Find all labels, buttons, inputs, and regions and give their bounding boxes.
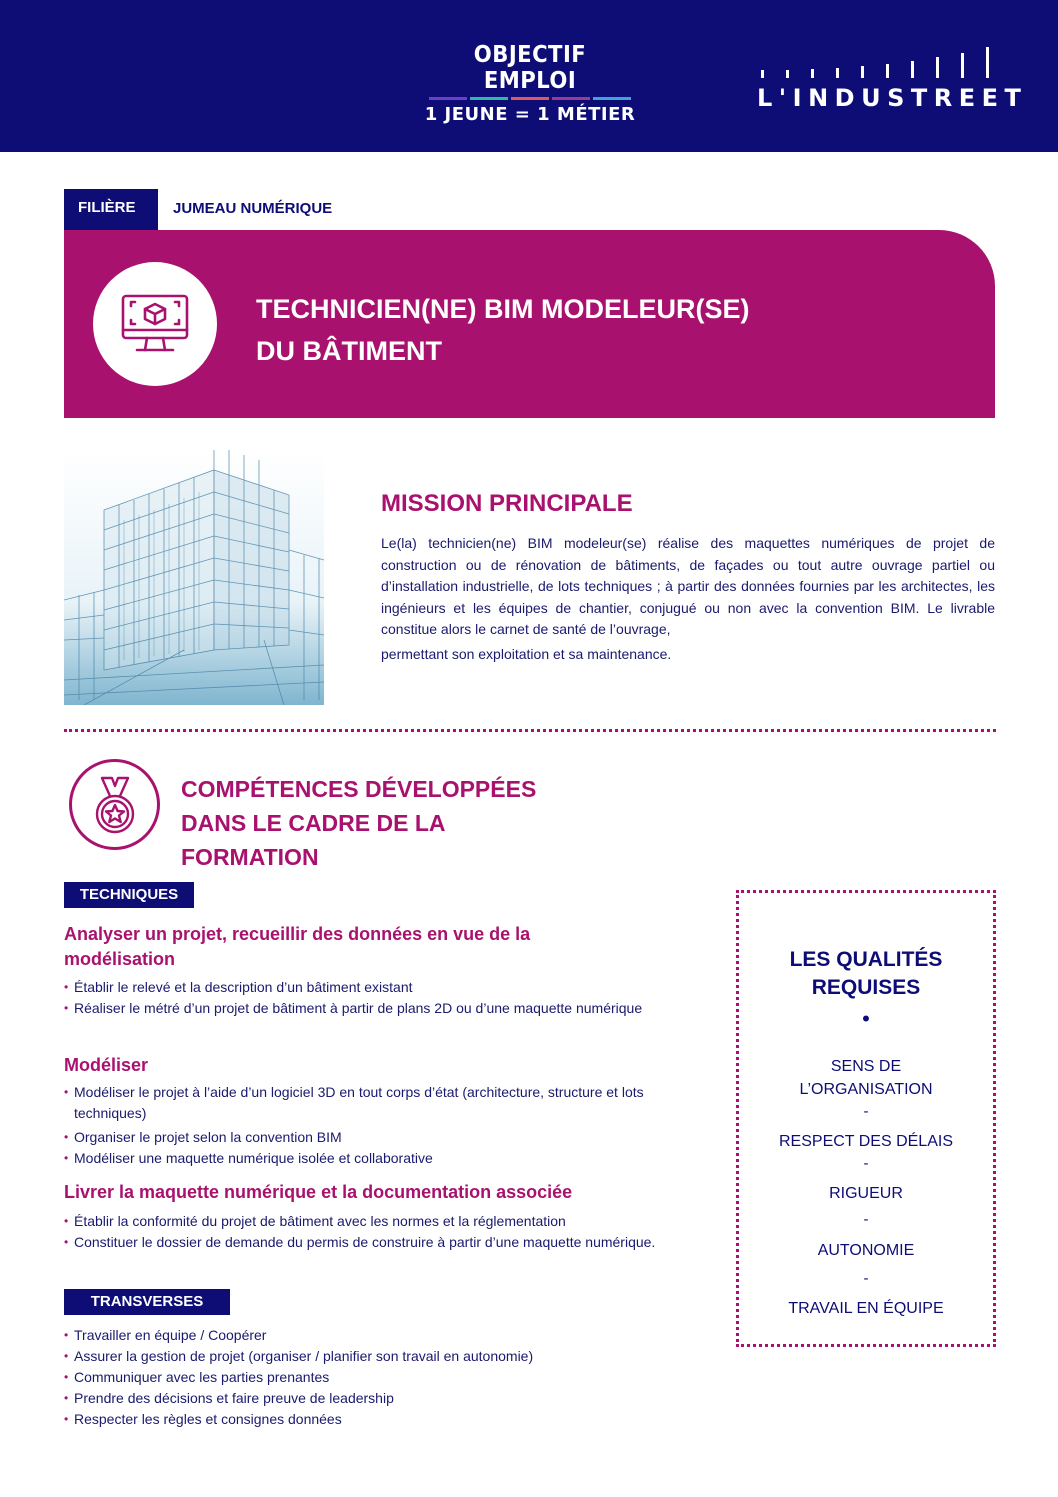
- competences-title: [181, 772, 641, 874]
- transverses-list: [64, 1325, 684, 1430]
- qualites-title-line1: LES QUALITÉS: [789, 948, 943, 971]
- list-item: • Communiquer avec les parties prenantes: [64, 1367, 684, 1388]
- job-title: [256, 288, 750, 372]
- qualite-item: SENS DE L’ORGANISATION: [799, 1058, 933, 1098]
- group-2-title: Modéliser: [64, 1055, 149, 1075]
- list-item: • Modéliser le projet à l’aide d’un logiciel 3D en tout corps d’état (architecture, structure et lots techniques): [64, 1082, 684, 1124]
- list-item: • Assurer la gestion de projet (organiser / planifier son travail en autonomie): [64, 1346, 684, 1367]
- group-3-list: [64, 1211, 684, 1253]
- list-item: • Travailler en équipe / Coopérer: [64, 1325, 684, 1346]
- list-item: • Établir la conformité du projet de bâtiment avec les normes et la réglementation: [64, 1211, 684, 1232]
- filiere-value: JUMEAU NUMÉRIQUE: [173, 200, 333, 217]
- qualite-item: TRAVAIL EN ÉQUIPE: [788, 1300, 944, 1317]
- job-title-line1: TECHNICIEN(NE) BIM MODELEUR(SE): [256, 294, 750, 324]
- objectif-emploi-logo-line2: 1 JEUNE = 1 MÉTIER: [424, 104, 636, 125]
- mission-paragraph-end: permettant son exploitation et sa maintenance.: [381, 645, 672, 662]
- group-1-list: [64, 977, 684, 1019]
- group-1-title-line1: Analyser un projet, recueillir des données en vue de la: [64, 924, 531, 944]
- qualite-separator: -: [863, 1103, 869, 1120]
- group-3-title: Livrer la maquette numérique et la documentation associée: [64, 1182, 573, 1202]
- section-divider: [64, 729, 996, 732]
- medal-icon-circle: [69, 759, 160, 850]
- medal-icon: [90, 774, 140, 838]
- qualites-dot: •: [862, 1006, 870, 1031]
- mission-text: [381, 533, 995, 665]
- objectif-emploi-logo: [415, 42, 645, 125]
- competences-title-line2: DANS LE CADRE DE LA: [181, 810, 446, 836]
- list-item: • Organiser le projet selon la convention BIM: [64, 1127, 684, 1148]
- list-item: • Réaliser le métré d’un projet de bâtiment à partir de plans 2D ou d’une maquette numérique: [64, 998, 684, 1019]
- list-item: • Prendre des décisions et faire preuve de leadership: [64, 1388, 684, 1409]
- industreet-logo-ticks: [757, 46, 1012, 78]
- list-item: • Respecter les règles et consignes données: [64, 1409, 684, 1430]
- logo-color-bars: [415, 97, 645, 100]
- job-icon-circle: [93, 262, 217, 386]
- techniques-tag: TECHNIQUES: [64, 882, 194, 908]
- industreet-logo-text: L'INDUSTREET: [757, 84, 1028, 112]
- qualites-title-line2: REQUISES: [811, 976, 921, 999]
- objectif-emploi-logo-line1: OBJECTIF EMPLOI: [473, 42, 587, 94]
- qualite-item: RESPECT DES DÉLAIS: [779, 1133, 953, 1150]
- list-item: • Modéliser une maquette numérique isolée et collaborative: [64, 1148, 684, 1169]
- mission-title: MISSION PRINCIPALE: [381, 490, 633, 517]
- qualite-separator: -: [863, 1211, 869, 1228]
- industreet-logo: [757, 46, 1028, 112]
- filiere-label: FILIÈRE: [64, 189, 158, 230]
- list-item: • Établir le relevé et la description d’un bâtiment existant: [64, 977, 684, 998]
- header-banner: [0, 0, 1058, 152]
- qualite-separator: -: [863, 1270, 869, 1287]
- competences-title-line1: COMPÉTENCES DÉVELOPPÉES: [181, 776, 537, 802]
- qualites-title: [736, 946, 996, 1002]
- competences-title-line3: FORMATION: [181, 844, 319, 870]
- qualite-item: RIGUEUR: [829, 1185, 903, 1202]
- mission-paragraph: Le(la) technicien(ne) BIM modeleur(se) réalise des maquettes numériques de projet de construction ou de rénovation de bâtiments, de façades ou tout autre ouvrage partiel ou d’installation industrielle, de lots techniques ; à partir des données fournies par les architectes, les ingénieurs et les équipes de chantier, conjugué ou non avec la convention BIM. Le livrable constitue alors le carnet de santé de l’ouvrage,: [381, 535, 995, 637]
- computer-3d-cube-icon: [119, 292, 191, 358]
- job-title-line2: DU BÂTIMENT: [256, 336, 442, 366]
- qualite-item: AUTONOMIE: [817, 1242, 915, 1259]
- qualite-separator: -: [863, 1155, 869, 1172]
- group-1-title: [64, 922, 684, 972]
- transverses-tag: TRANSVERSES: [64, 1289, 230, 1315]
- list-item: • Constituer le dossier de demande du permis de construire à partir d’une maquette numérique.: [64, 1232, 684, 1253]
- building-wireframe-illustration: [64, 450, 324, 705]
- group-2-list: [64, 1082, 684, 1169]
- group-1-title-line2: modélisation: [64, 949, 176, 969]
